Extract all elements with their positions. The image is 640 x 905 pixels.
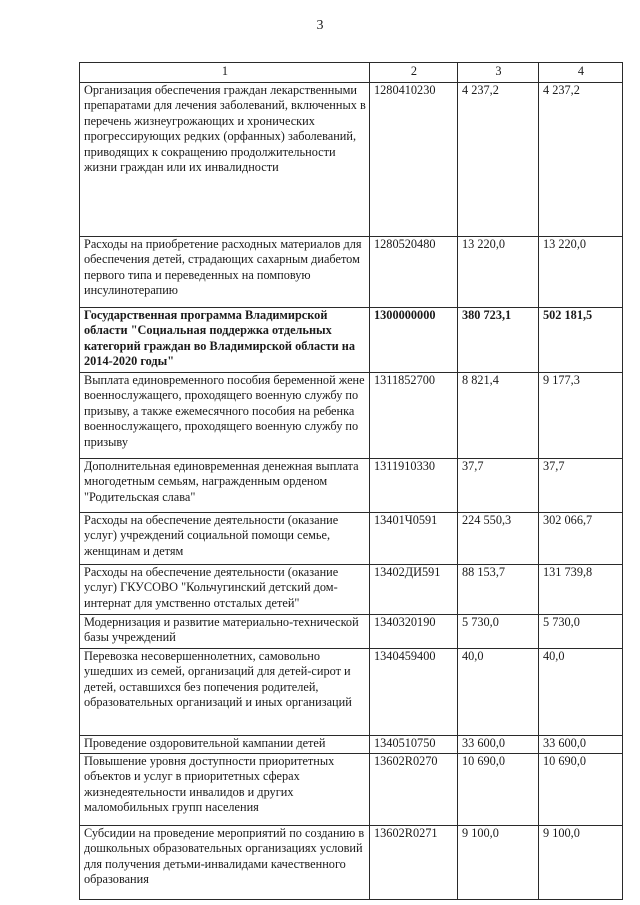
row-amount-2: 4 237,2 [539, 83, 623, 237]
column-header-amount-2: 4 [539, 63, 623, 83]
row-amount-2: 131 739,8 [539, 565, 623, 615]
row-name: Расходы на обеспечение деятельности (оказание услуг) учреждений социальной помощи семье, женщинам и детям [80, 513, 370, 565]
row-name: Расходы на приобретение расходных материалов для обеспечения детей, страдающих сахарным диабетом первого типа и переведенных на помповую инсулинотерапию [80, 237, 370, 308]
row-code: 1311852700 [370, 373, 458, 459]
column-header-code: 2 [370, 63, 458, 83]
row-amount-2: 302 066,7 [539, 513, 623, 565]
row-code: 1340510750 [370, 736, 458, 754]
row-amount-1: 224 550,3 [458, 513, 539, 565]
row-name: Повышение уровня доступности приоритетных объектов и услуг в приоритетных сферах жизнедеятельности инвалидов и других маломобильных групп населения [80, 754, 370, 826]
row-code: 1311910330 [370, 459, 458, 513]
table-row [80, 459, 623, 513]
row-code: 13602R0271 [370, 826, 458, 900]
row-name: Государственная программа Владимирской области "Социальная поддержка отдельных категорий граждан во Владимирской области на 2014-2020 годы" [80, 308, 370, 373]
page-number: 3 [316, 18, 324, 33]
table-row-program [80, 308, 623, 373]
row-amount-1: 33 600,0 [458, 736, 539, 754]
row-amount-1: 5 730,0 [458, 615, 539, 649]
table-row [80, 615, 623, 649]
row-amount-1: 380 723,1 [458, 308, 539, 373]
row-code: 1280520480 [370, 237, 458, 308]
row-code: 13401Ч0591 [370, 513, 458, 565]
table-row [80, 513, 623, 565]
column-header-name: 1 [80, 63, 370, 83]
row-code: 1340320190 [370, 615, 458, 649]
table-row [80, 736, 623, 754]
budget-table [79, 62, 623, 900]
row-code: 1280410230 [370, 83, 458, 237]
table-row [80, 83, 623, 237]
row-name: Выплата единовременного пособия беременной жене военнослужащего, проходящего военную службу по призыву, а также ежемесячного пособия на ребенка военнослужащего, проходящего военную службу по призыву [80, 373, 370, 459]
table-row [80, 237, 623, 308]
row-amount-2: 10 690,0 [539, 754, 623, 826]
row-amount-2: 33 600,0 [539, 736, 623, 754]
row-amount-1: 37,7 [458, 459, 539, 513]
row-amount-2: 9 177,3 [539, 373, 623, 459]
row-amount-1: 8 821,4 [458, 373, 539, 459]
column-header-amount-1: 3 [458, 63, 539, 83]
row-amount-1: 4 237,2 [458, 83, 539, 237]
row-code: 1300000000 [370, 308, 458, 373]
row-amount-2: 37,7 [539, 459, 623, 513]
row-name: Модернизация и развитие материально-технической базы учреждений [80, 615, 370, 649]
table-row [80, 565, 623, 615]
row-amount-1: 13 220,0 [458, 237, 539, 308]
row-code: 1340459400 [370, 649, 458, 736]
table-row [80, 826, 623, 900]
row-amount-2: 9 100,0 [539, 826, 623, 900]
row-amount-1: 9 100,0 [458, 826, 539, 900]
row-amount-2: 40,0 [539, 649, 623, 736]
row-name: Организация обеспечения граждан лекарственными препаратами для лечения заболеваний, включенных в перечень жизнеугрожающих и хронических прогрессирующих редких (орфанных) заболеваний, приводящих к сокращению продолжительности жизни граждан или их инвалидности [80, 83, 370, 237]
row-name: Дополнительная единовременная денежная выплата многодетным семьям, награжденным орденом "Родительская слава" [80, 459, 370, 513]
row-name: Субсидии на проведение мероприятий по созданию в дошкольных образовательных организациях условий для получения детьми-инвалидами качественного образования [80, 826, 370, 900]
row-amount-2: 5 730,0 [539, 615, 623, 649]
table-row [80, 754, 623, 826]
table-header-row [80, 63, 623, 83]
row-name: Перевозка несовершеннолетних, самовольно ушедших из семей, организаций для детей-сирот и детей, оставшихся без попечения родителей, образовательных организаций и иных организаций [80, 649, 370, 736]
row-name: Расходы на обеспечение деятельности (оказание услуг) ГКУСОВО "Кольчугинский детский дом-интернат для умственно отсталых детей" [80, 565, 370, 615]
row-code: 13402ДИ591 [370, 565, 458, 615]
row-amount-2: 502 181,5 [539, 308, 623, 373]
row-name: Проведение оздоровительной кампании детей [80, 736, 370, 754]
table-row [80, 373, 623, 459]
table-row [80, 649, 623, 736]
row-amount-1: 10 690,0 [458, 754, 539, 826]
row-amount-1: 40,0 [458, 649, 539, 736]
row-amount-1: 88 153,7 [458, 565, 539, 615]
row-code: 13602R0270 [370, 754, 458, 826]
row-amount-2: 13 220,0 [539, 237, 623, 308]
